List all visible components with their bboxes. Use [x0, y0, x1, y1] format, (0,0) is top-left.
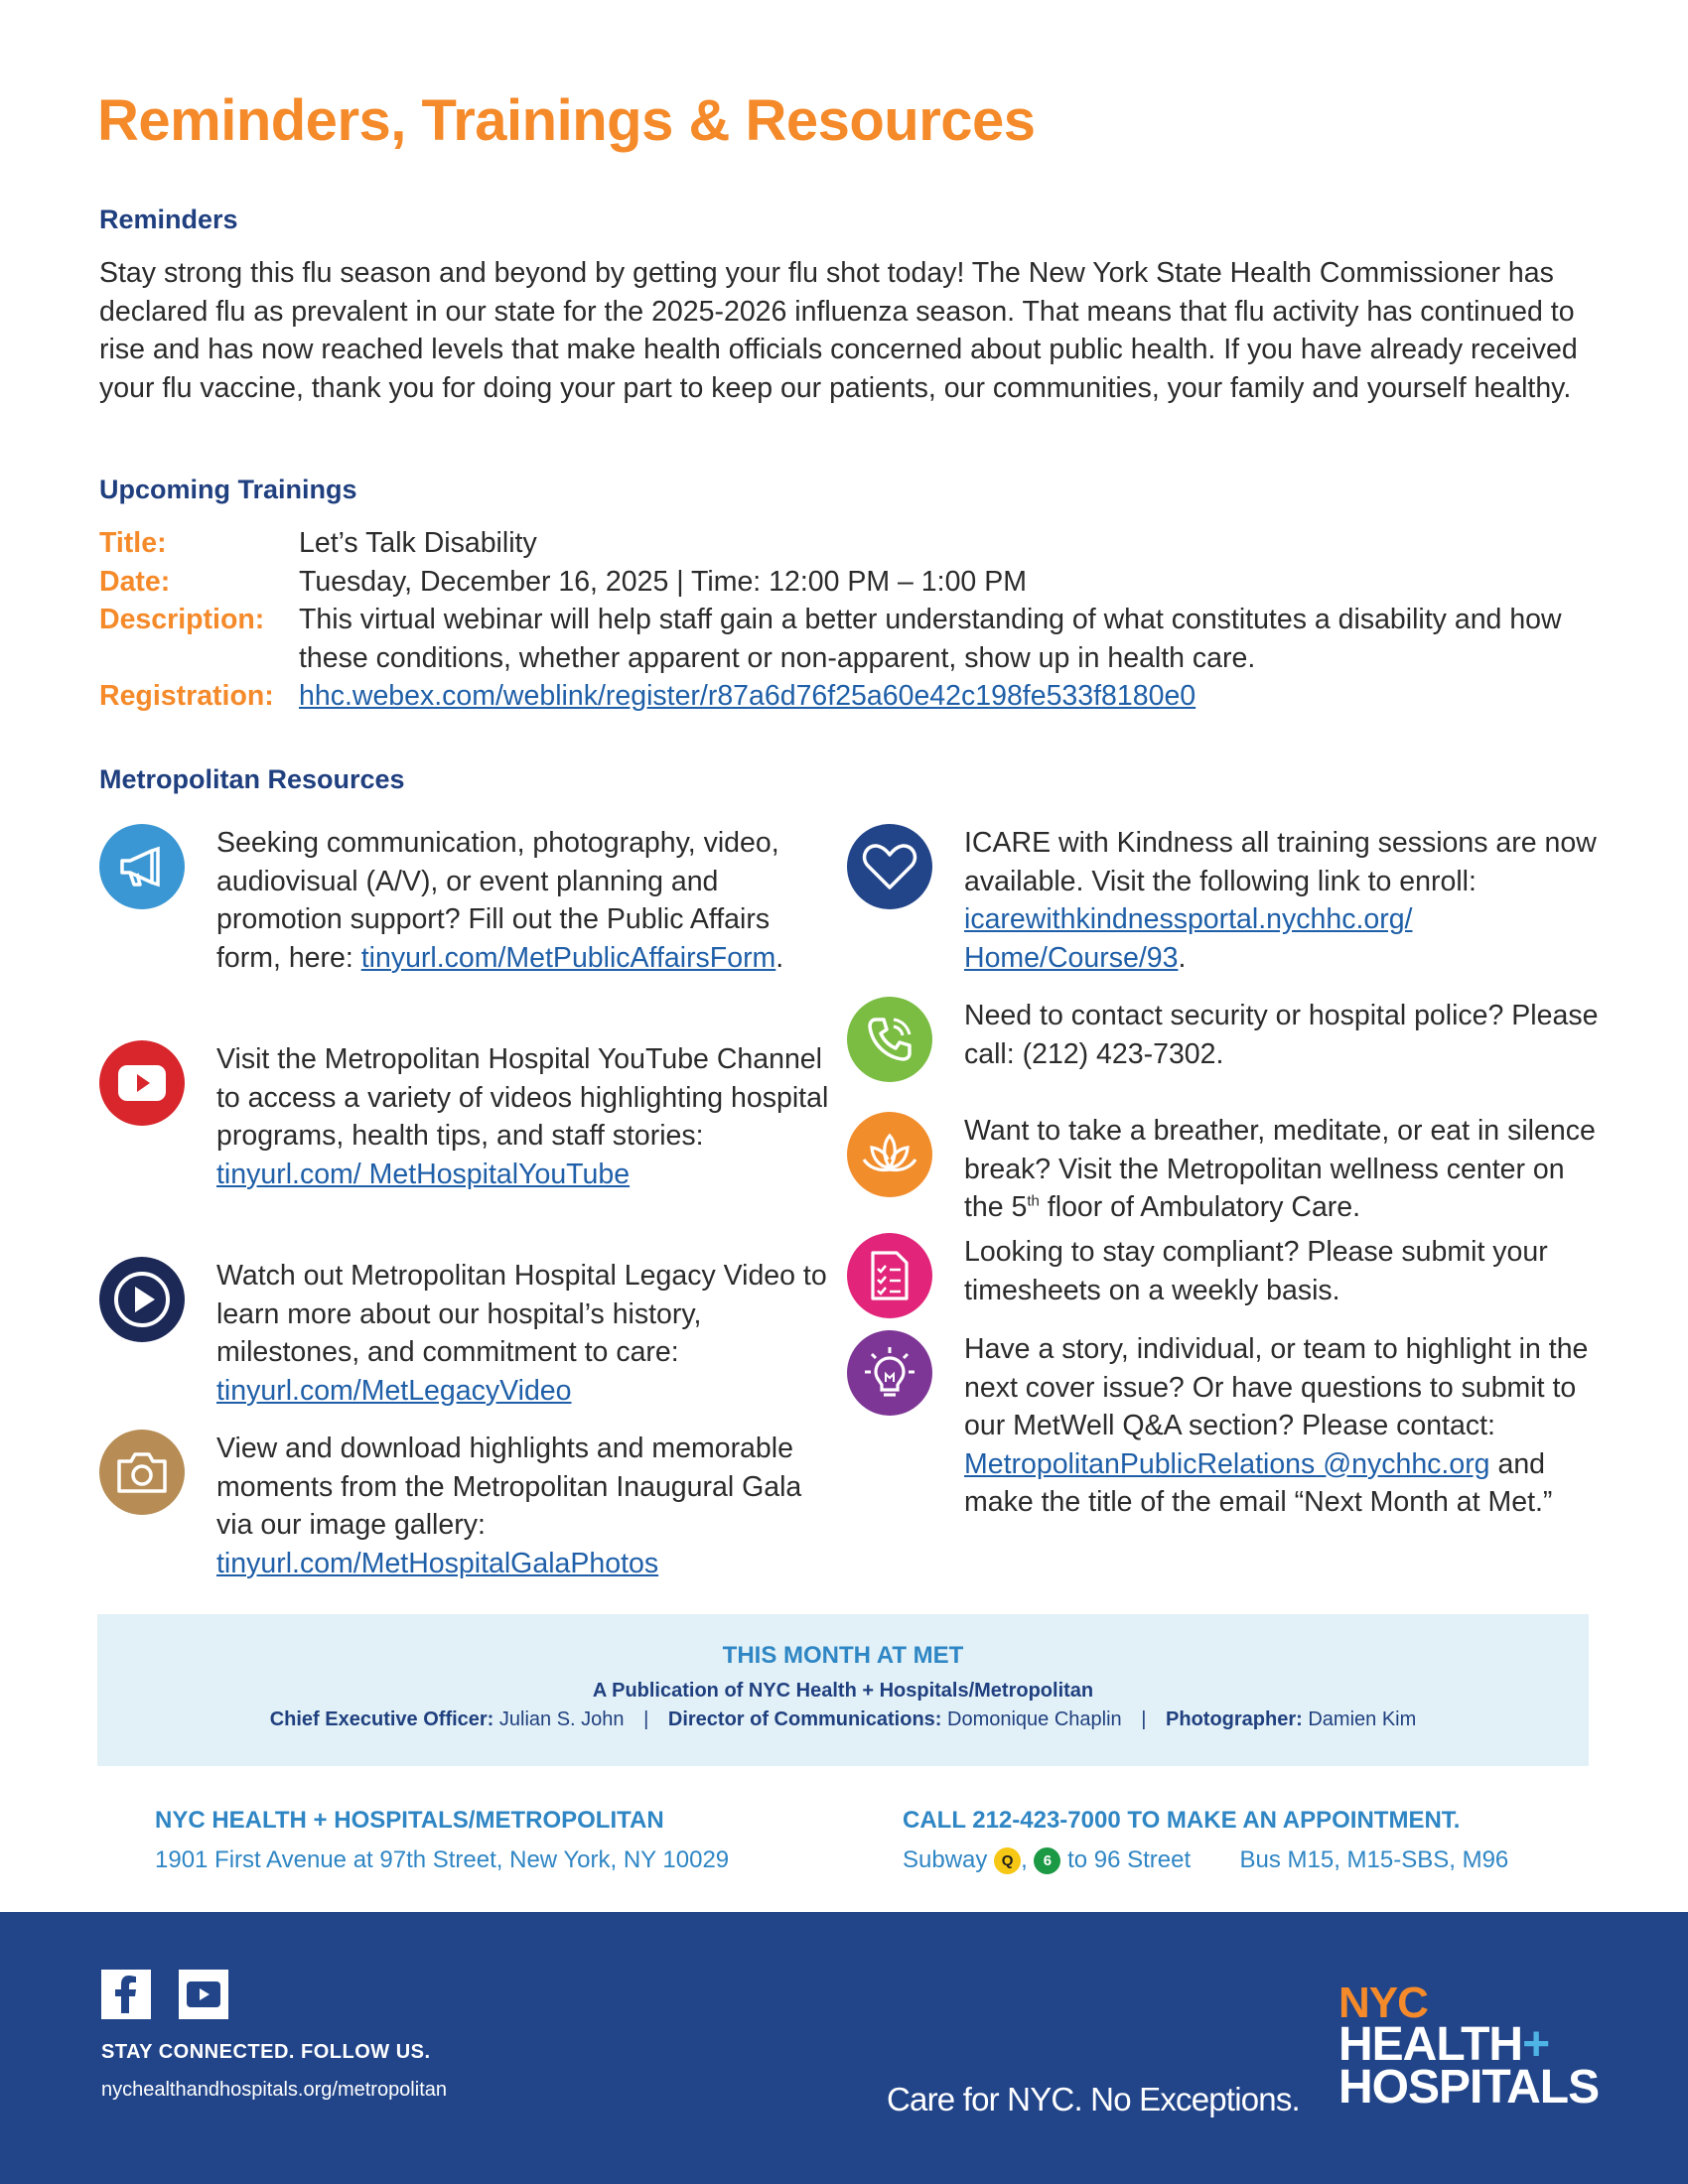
appointment-call: CALL 212-423-7000 TO MAKE AN APPOINTMENT.	[903, 1807, 1461, 1834]
subway-label: Subway	[903, 1846, 988, 1873]
subway-destination: to 96 Street	[1067, 1846, 1192, 1873]
reminders-body: Stay strong this flu season and beyond by getting your flu shot today! The New York State Health Commissioner has declared flu as prevalent in our state for the 2025-2026 influenza season. That means that flu activity has continued to rise and has now reached levels that make health officials concerned about public health. If you have already received your flu vaccine, thank you for doing your part to keep our patients, our communities, your family and yourself healthy.	[99, 257, 1578, 404]
comms-label: Director of Communications:	[667, 1708, 942, 1730]
subway-comma: ,	[1021, 1846, 1028, 1873]
youtube-link[interactable]: tinyurl.com/ MetHospitalYouTube	[216, 1158, 631, 1190]
training-description-value: This virtual webinar will help staff gain a better understanding of what constitutes a disability and how these conditions, whether apparent or non-apparent, show up in health care.	[299, 604, 1562, 674]
resource-security	[847, 997, 1600, 1082]
resource-youtube	[99, 1040, 832, 1193]
training-title-value: Let’s Talk Disability	[299, 527, 537, 559]
footer	[0, 1912, 1688, 2184]
page-title: Reminders, Trainings & Resources	[97, 88, 1036, 153]
wellness-text-b: floor of Ambulatory Care.	[1039, 1191, 1361, 1223]
timesheets-text: Looking to stay compliant? Please submit your timesheets on a weekly basis.	[964, 1236, 1548, 1306]
legacy-link[interactable]: tinyurl.com/MetLegacyVideo	[216, 1374, 572, 1407]
tagline: Care for NYC. No Exceptions.	[887, 2081, 1300, 2117]
resources-heading: Metropolitan Resources	[99, 764, 405, 794]
public-affairs-link[interactable]: tinyurl.com/MetPublicAffairsForm	[360, 941, 776, 974]
hospital-address-block	[155, 1807, 729, 1874]
subway-q-badge: Q	[994, 1847, 1021, 1874]
separator: |	[1141, 1708, 1147, 1730]
resource-timesheets	[847, 1233, 1600, 1318]
separator: |	[643, 1708, 649, 1730]
story-link[interactable]: MetropolitanPublicRelations @nychhc.org	[964, 1447, 1490, 1480]
icare-link[interactable]: icarewithkindnessportal.nychhc.org/ Home/Course/93	[964, 903, 1413, 974]
training-title-row	[99, 524, 1609, 563]
checklist-icon	[847, 1233, 932, 1318]
camera-icon	[99, 1430, 185, 1515]
registration-link[interactable]: hhc.webex.com/weblink/register/r87a6d76f25a60e42c198fe533f8180e0	[299, 680, 1196, 712]
training-details	[99, 524, 1609, 716]
hospital-name: NYC HEALTH + HOSPITALS/METROPOLITAN	[155, 1807, 664, 1834]
training-title-label: Title:	[99, 527, 167, 559]
subway-6-badge: 6	[1034, 1847, 1060, 1874]
security-text: Need to contact security or hospital police? Please call: (212) 423-7302.	[964, 1000, 1599, 1070]
logo-nyc: NYC	[1338, 1979, 1428, 2027]
publication-title: THIS MONTH AT MET	[722, 1642, 964, 1669]
publication-subtitle: A Publication of NYC Health + Hospitals/Metropolitan	[592, 1680, 1094, 1702]
publication-credits	[97, 1708, 1589, 1731]
legacy-text: Watch out Metropolitan Hospital Legacy Video to learn more about our hospital’s history, milestones, and commitment to care:	[216, 1260, 827, 1368]
logo-plus: +	[1522, 2017, 1550, 2071]
resource-story	[847, 1330, 1600, 1522]
play-icon	[99, 1257, 185, 1342]
wellness-text-a: Want to take a breather, meditate, or eat in silence break? Visit the Metropolitan wellness center on the 5	[964, 1115, 1596, 1223]
nyc-health-hospitals-logo	[1338, 1979, 1600, 2114]
training-description-label: Description:	[99, 604, 265, 635]
facebook-icon[interactable]	[101, 1970, 151, 2019]
gala-link[interactable]: tinyurl.com/MetHospitalGalaPhotos	[216, 1547, 659, 1579]
training-registration-row	[99, 677, 1609, 716]
trainings-heading: Upcoming Trainings	[99, 475, 357, 504]
training-description-row	[99, 601, 1609, 677]
megaphone-icon	[99, 824, 185, 909]
resource-legacy-video	[99, 1257, 832, 1410]
website-link[interactable]: nychealthandhospitals.org/metropolitan	[101, 2079, 447, 2101]
resource-gala-photos	[99, 1430, 832, 1582]
story-end: and make the title of the email “Next Month at Met.”	[964, 1447, 1553, 1518]
ceo-label: Chief Executive Officer:	[269, 1708, 494, 1730]
youtube-text: Visit the Metropolitan Hospital YouTube Channel to access a variety of videos highlighting hospital programs, health tips, and staff stories:	[216, 1043, 829, 1152]
resource-wellness	[847, 1112, 1600, 1227]
icare-end: .	[1178, 941, 1187, 974]
training-date-value: Tuesday, December 16, 2025 | Time: 12:00 PM – 1:00 PM	[299, 565, 1027, 598]
heart-icon	[847, 824, 932, 909]
publication-box	[97, 1614, 1589, 1766]
comms-name: Domonique Chaplin	[947, 1708, 1122, 1730]
stay-connected-text: STAY CONNECTED. FOLLOW US.	[101, 2041, 431, 2063]
lotus-icon	[847, 1112, 932, 1197]
gala-text: View and download highlights and memorable moments from the Metropolitan Inaugural Gala via our image gallery:	[216, 1433, 802, 1541]
appointment-block	[903, 1807, 1508, 1874]
public-affairs-text: Seeking communication, photography, video, audiovisual (A/V), or event planning and promotion support? Fill out the Public Affairs form, here:	[216, 827, 779, 974]
photographer-name: Damien Kim	[1308, 1708, 1417, 1730]
logo-hospitals: HOSPITALS	[1338, 2060, 1600, 2114]
story-text: Have a story, individual, or team to highlight in the next cover issue? Or have questions to submit to our MetWell Q&A section? Please contact:	[964, 1333, 1589, 1441]
photographer-label: Photographer:	[1166, 1708, 1303, 1730]
ceo-name: Julian S. John	[498, 1708, 625, 1730]
public-affairs-end: .	[775, 941, 784, 974]
youtube-icon	[99, 1040, 185, 1126]
phone-icon	[847, 997, 932, 1082]
logo-health: HEALTH	[1338, 2017, 1523, 2071]
hospital-address: 1901 First Avenue at 97th Street, New York, NY 10029	[155, 1846, 730, 1873]
reminders-heading: Reminders	[99, 205, 238, 234]
lightbulb-icon	[847, 1330, 932, 1416]
icare-text: ICARE with Kindness all training sessions are now available. Visit the following link to enroll:	[964, 827, 1597, 897]
resource-public-affairs	[99, 824, 832, 977]
bus-info: Bus M15, M15-SBS, M96	[1239, 1846, 1509, 1873]
resource-icare	[847, 824, 1600, 977]
training-registration-label: Registration:	[99, 680, 274, 712]
wellness-sup: th	[1027, 1192, 1040, 1210]
training-date-row	[99, 563, 1609, 602]
youtube-icon[interactable]	[179, 1970, 228, 2019]
transit-info	[903, 1846, 1508, 1874]
training-date-label: Date:	[99, 565, 171, 598]
